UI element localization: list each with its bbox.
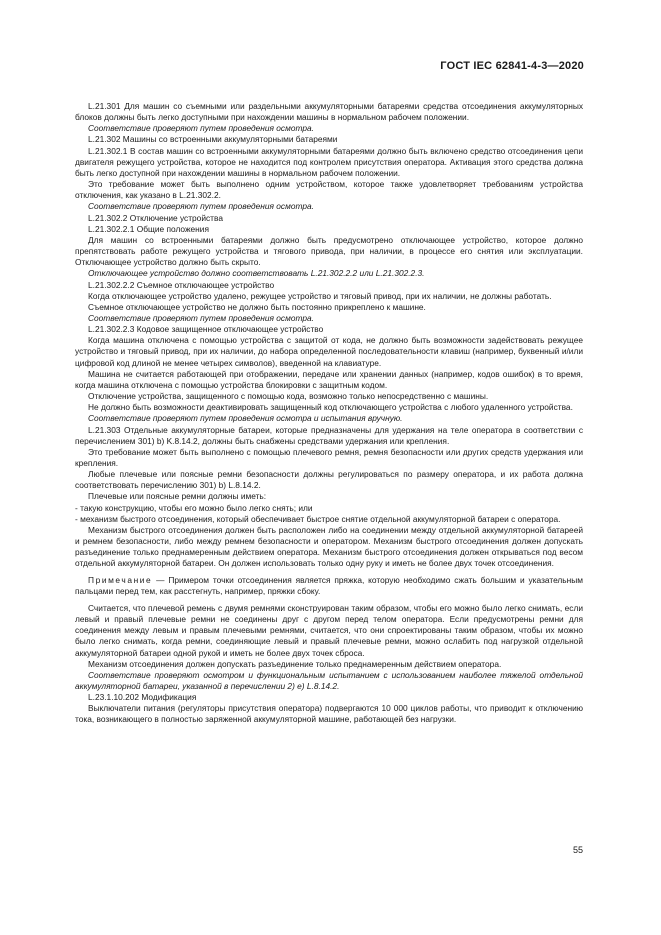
paragraph: Это требование может быть выполнено одним устройством, которое также удовлетворяет требованиям устройства отключения, как указано в L.21.302.2.	[75, 179, 583, 201]
note	[75, 575, 583, 597]
compliance-statement: Соответствие проверяют путем проведения осмотра.	[88, 201, 314, 212]
paragraph: Плечевые или поясные ремни должны иметь:	[88, 491, 267, 502]
paragraph: Механизм быстрого отсоединения должен быть расположен либо на соединении между отдельной аккумуляторной батареей и ремнем безопасности, либо между ремнем безопасности и оператором. Механизм быстрого отсоединения должен допускать разъединение только преднамеренным действием оператора. Механизм быстрого отсоединения должен открываться под весом отдельной аккумуляторной батареи. Он должен использовать только одну руку и иметь не более двух точек отсоединения.	[75, 524, 583, 569]
paragraph: Когда отключающее устройство удалено, режущее устройство и тяговый привод, при их наличии, не должны работать.	[88, 290, 552, 301]
paragraph: Механизм отсоединения должен допускать разъединение только преднамеренным действием оператора.	[88, 658, 502, 669]
paragraph: L.21.302.2.1 Общие положения	[88, 223, 209, 234]
paragraph: L.21.302.2 Отключение устройства	[88, 212, 223, 223]
paragraph: Считается, что плечевой ремень с двумя ремнями сконструирован таким образом, чтобы его можно было легко снимать, если левый и правый плечевые ремни не соединены друг с другом перед телом оператора. Если предусмотрены ремни для соединения между левым и правым плечевыми ремнями, считается, что они спроектированы таким образом, чтобы их можно было легко снимать, когда ремни, соединяющие левый и правый плечевые ремни, можно ослабить под нагрузкой отдельной аккумуляторной батареи одной рукой и иметь не более двух точек сброса.	[75, 602, 583, 658]
paragraph: L.21.303 Отдельные аккумуляторные батареи, которые предназначены для удержания на теле оператора в соответствии с перечислением 301) b) K.8.14.2, должны быть снабжены средствами удержания или крепления.	[75, 424, 583, 446]
page-number: 55	[572, 845, 583, 855]
compliance-statement: Соответствие проверяют путем проведения осмотра.	[88, 123, 314, 134]
paragraph: Машина не считается работающей при отображении, передаче или хранении данных (например, кодов ошибок) в то время, когда машина отключена с помощью устройства блокировки с защитным кодом.	[75, 368, 583, 390]
note-text: — Примером точки отсоединения является пряжка, которую необходимо сжать большим и указательным пальцами перед тем, как расстегнуть, например, пряжки сбоку.	[75, 574, 583, 596]
paragraph: Для машин со встроенными батареями должно быть предусмотрено отключающее устройство, которое должно препятствовать работе режущего устройства и тягового привода, при наличии, в процессе его снятия или эксплуатации. Отключающее устройство должно быть скрыто.	[75, 234, 583, 268]
paragraph: L.21.302.2.2 Съемное отключающее устройство	[88, 279, 275, 290]
paragraph: Отключение устройства, защищенного с помощью кода, возможно только непосредственно с машины.	[88, 391, 489, 402]
page-body	[75, 101, 583, 726]
paragraph: Съемное отключающее устройство не должно быть постоянно прикреплено к машине.	[88, 301, 426, 312]
paragraph: L.23.1.10.202 Модификация	[88, 692, 197, 703]
compliance-statement: Соответствие проверяют осмотром и функциональным испытанием с использованием наиболее тяжелой отдельной аккумуляторной батареи, указанной в перечислении 2) е) L.8.14.2.	[75, 669, 583, 691]
list-item: - такую конструкцию, чтобы его можно было легко снять; или	[75, 502, 313, 513]
list-item: - механизм быстрого отсоединения, который обеспечивает быстрое снятие отдельной аккумуляторной батареи с оператора.	[75, 513, 561, 524]
paragraph: L.21.301 Для машин со съемными или раздельными аккумуляторными батареями средства отсоединения аккумуляторных блоков должны быть легко доступными при нахождении машины в нормальном рабочем положении.	[75, 101, 583, 123]
paragraph: Не должно быть возможности деактивировать защищенный код отключающего устройства с любого удаленного устройства.	[88, 402, 573, 413]
paragraph: L.21.302 Машины со встроенными аккумуляторными батареями	[88, 134, 338, 145]
paragraph: Любые плечевые или поясные ремни безопасности должны регулироваться по размеру оператора, и их работа должна соответствовать перечислению 301) b) L.8.14.2.	[75, 469, 583, 491]
paragraph: L.21.302.1 В состав машин со встроенными аккумуляторными батареями должно быть включено средство отсоединения цепи двигателя режущего устройства, которое не находится под контролем присутствия оператора. Активация этого средства должна быть легко доступной при нахождении машины в нормальном рабочем положении.	[75, 145, 583, 178]
paragraph: Когда машина отключена с помощью устройства с защитой от кода, не должно быть возможности задействовать режущее устройство и тяговый привод, при их наличии, до набора определенной последовательности клавиш (например, буквенный и/или цифровой код длиной не менее четырех символов), введенной на клавиатуре.	[75, 335, 583, 368]
compliance-statement: Отключающее устройство должно соответствовать L.21.302.2.2 или L.21.302.2.3.	[88, 268, 425, 279]
compliance-statement: Соответствие проверяют путем проведения осмотра.	[88, 312, 314, 323]
paragraph: Выключатели питания (регуляторы присутствия оператора) подвергаются 10 000 циклов работы, что приводит к отключению тока, возникающего в полностью заряженной аккумуляторной машине, работающей без нагрузки.	[75, 703, 583, 725]
document-header: ГОСТ IEC 62841-4-3—2020	[440, 60, 584, 72]
paragraph: Это требование может быть выполнено с помощью плечевого ремня, ремня безопасности или других средств удержания или крепления.	[75, 446, 583, 468]
compliance-statement: Соответствие проверяют путем проведения осмотра и испытания вручную.	[88, 413, 403, 424]
paragraph: L.21.302.2.3 Кодовое защищенное отключающее устройство	[88, 324, 324, 335]
note-label: Примечание	[88, 574, 153, 585]
